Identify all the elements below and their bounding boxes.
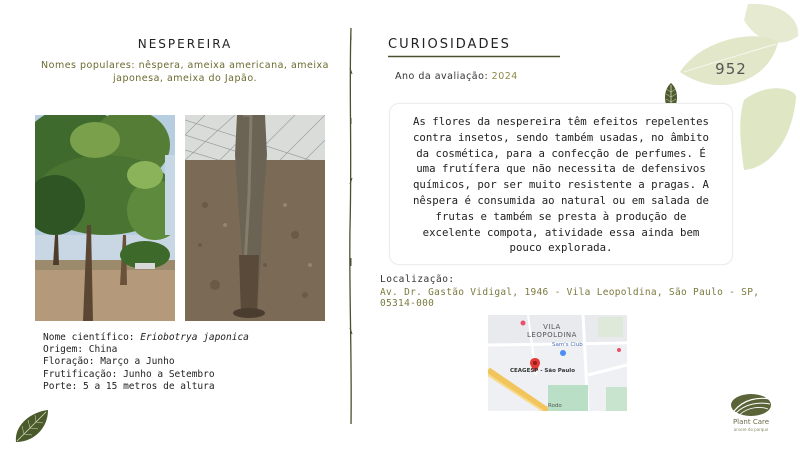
map-place-label: CEAGESP - São Paulo <box>510 368 575 374</box>
curiosity-text: As flores da nespereira têm efeitos repelentes contra insetos, sendo também usadas, no âmbito da cosmética, para a confecção de perfumes. É uma frutífera que não necessita de defensivos químicos, por ser muito resistente a pragas. A nêspera é consumida ao natural ou em salada de frutas e também se presta à produção de excelente compota, atividade essa ainda bem pouco explorada. <box>413 115 709 255</box>
size-line: Porte: 5 a 15 metros de altura <box>43 380 215 392</box>
fruiting-line: Frutificação: Junho a Setembro <box>43 368 215 380</box>
species-facts <box>43 332 249 393</box>
tree-trunk-photo <box>185 115 325 321</box>
tree-canopy-photo <box>35 115 175 321</box>
evaluation-year <box>395 71 518 82</box>
scientific-name-value: Eriobotrya japonica <box>140 332 249 343</box>
curiosity-card <box>389 103 733 265</box>
vertical-divider <box>348 28 354 424</box>
scientific-name-label: Nome científico: <box>43 332 141 343</box>
scientific-name-line <box>43 332 249 344</box>
brand-tagline: arvore do parque <box>733 427 769 432</box>
map-district-label: VILA LEOPOLDINA <box>527 323 577 339</box>
location-label: Localização: <box>380 274 455 285</box>
brand-name: Plant Care <box>732 418 770 426</box>
location-map[interactable] <box>488 315 627 411</box>
plant-care-logo-icon <box>730 393 772 417</box>
species-title: NESPEREIRA <box>137 37 233 51</box>
year-value: 2024 <box>491 71 518 82</box>
curiosities-title: CURIOSIDADES <box>388 37 511 52</box>
tree-number-badge: 952 <box>715 60 747 78</box>
year-label: Ano da avaliação: <box>395 71 492 82</box>
location-address: Av. Dr. Gastão Vidigal, 1946 - Vila Leopoldina, São Paulo - SP, 05314-000 <box>380 287 760 309</box>
decorative-leaf-bottom-left <box>12 408 50 444</box>
map-store-label: Sam's Club <box>552 342 583 348</box>
origin-line: Origem: China <box>43 344 118 356</box>
curiosities-underline <box>388 55 560 58</box>
map-road-label: Rodo <box>548 403 562 409</box>
flowering-line: Floração: Março a Junho <box>43 356 175 368</box>
popular-names: Nomes populares: nêspera, ameixa americana, ameixa japonesa, ameixa do Japão. <box>41 60 329 84</box>
